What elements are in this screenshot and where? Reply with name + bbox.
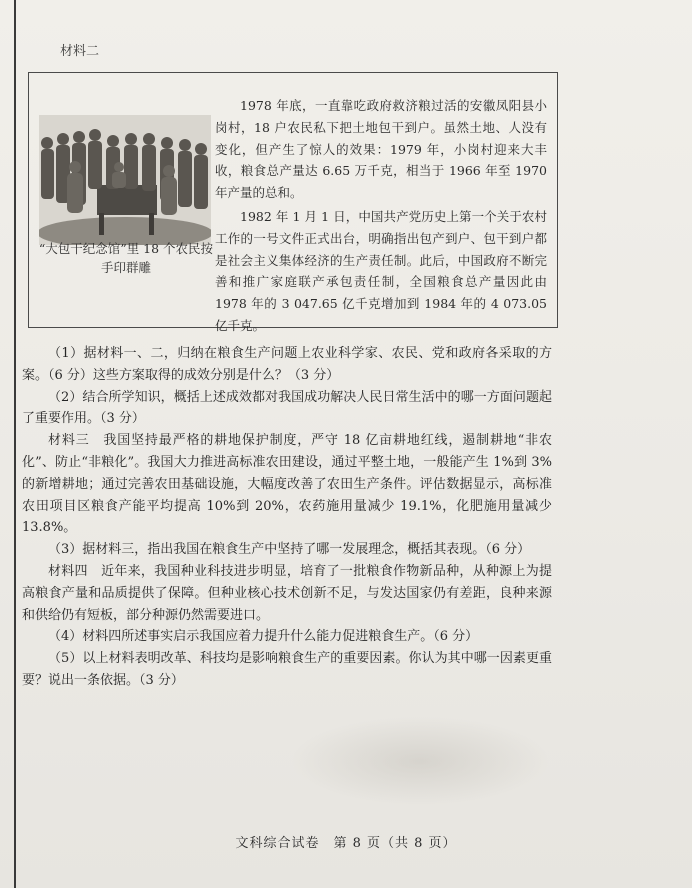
page-footer: 文科综合试卷 第 8 页（共 8 页） — [235, 836, 457, 851]
material-label: 材料二 — [60, 44, 100, 59]
material-box — [28, 72, 558, 333]
question-2: （2）结合所学知识，概括上述成效都对我国成功解决人民日常生活中的哪一方面问题起了重要作用。（3 分） — [22, 389, 552, 427]
paper-stain — [290, 716, 550, 806]
material-four: 材料四 近年来，我国种业科技进步明显，培育了一批粮食作物新品种，从种源上为提高粮食产量和品质提供了保障。但种业核心技术创新不足，与发达国家仍有差距，良种来源和供给仍有短板，部分种源仍然需要进口。 — [22, 563, 552, 623]
question-5: （5）以上材料表明改革、科技均是影响粮食生产的重要因素。你认为其中哪一因素更重要？说出一条依据。（3 分） — [22, 651, 552, 688]
sculpture-photo — [39, 115, 211, 245]
question-4: （4）材料四所述事实启示我国应着力提升什么能力促进粮食生产。（6 分） — [48, 629, 479, 645]
margin-line — [14, 0, 16, 888]
material-two-text — [215, 95, 547, 337]
photo-caption: “大包干纪念馆”里 18 个农民按手印群雕 — [38, 241, 214, 275]
material-two-paragraph-2: 1982 年 1 月 1 日，中国共产党历史上第一个关于农村工作的一号文件正式出台，明确指出包产到户、包干到户都是社会主义集体经济的生产责任制。此后，中国政府不断完善和推广家庭联产承包责任制，全国粮食总产量因此由 1978 年的 3 047.65 亿千克增加到 1984 年的 4 073.05 亿千克。 — [215, 208, 547, 333]
material-three: 材料三 我国坚持最严格的耕地保护制度，严守 18 亿亩耕地红线，遏制耕地“非农化”、防止“非粮化”。我国大力推进高标准农田建设，通过平整土地，一般能产生 1%到 3%的新增耕地；通过完善农田基础设施，大幅度改善了农田生产条件。评估数据显示，高标准农田项目区粮食产能平均提高 10%到 20%，农药施用量减少 19.1%，化肥施用量减少 13.8%。 — [22, 433, 552, 536]
question-1: （1）据材料一、二，归纳在粮食生产问题上农业科学家、农民、党和政府各采取的方案。（6 分）这些方案取得的成效分别是什么？（3 分） — [22, 346, 552, 383]
sculpture-image — [39, 115, 211, 245]
material-two-paragraph-1: 1978 年底，一直靠吃政府救济粮过活的安徽凤阳县小岗村，18 户农民私下把土地包干到户。虽然土地、人没有变化，但产生了惊人的效果：1979 年，小岗村迎来大丰收，粮食总产量达 6.65 万千克，相当于 1966 年至 1970 年产量的总和。 — [215, 98, 547, 201]
questions-section — [22, 343, 552, 692]
question-3: （3）据材料三，指出我国在粮食生产中坚持了哪一发展理念，概括其表现。（6 分） — [48, 542, 531, 558]
